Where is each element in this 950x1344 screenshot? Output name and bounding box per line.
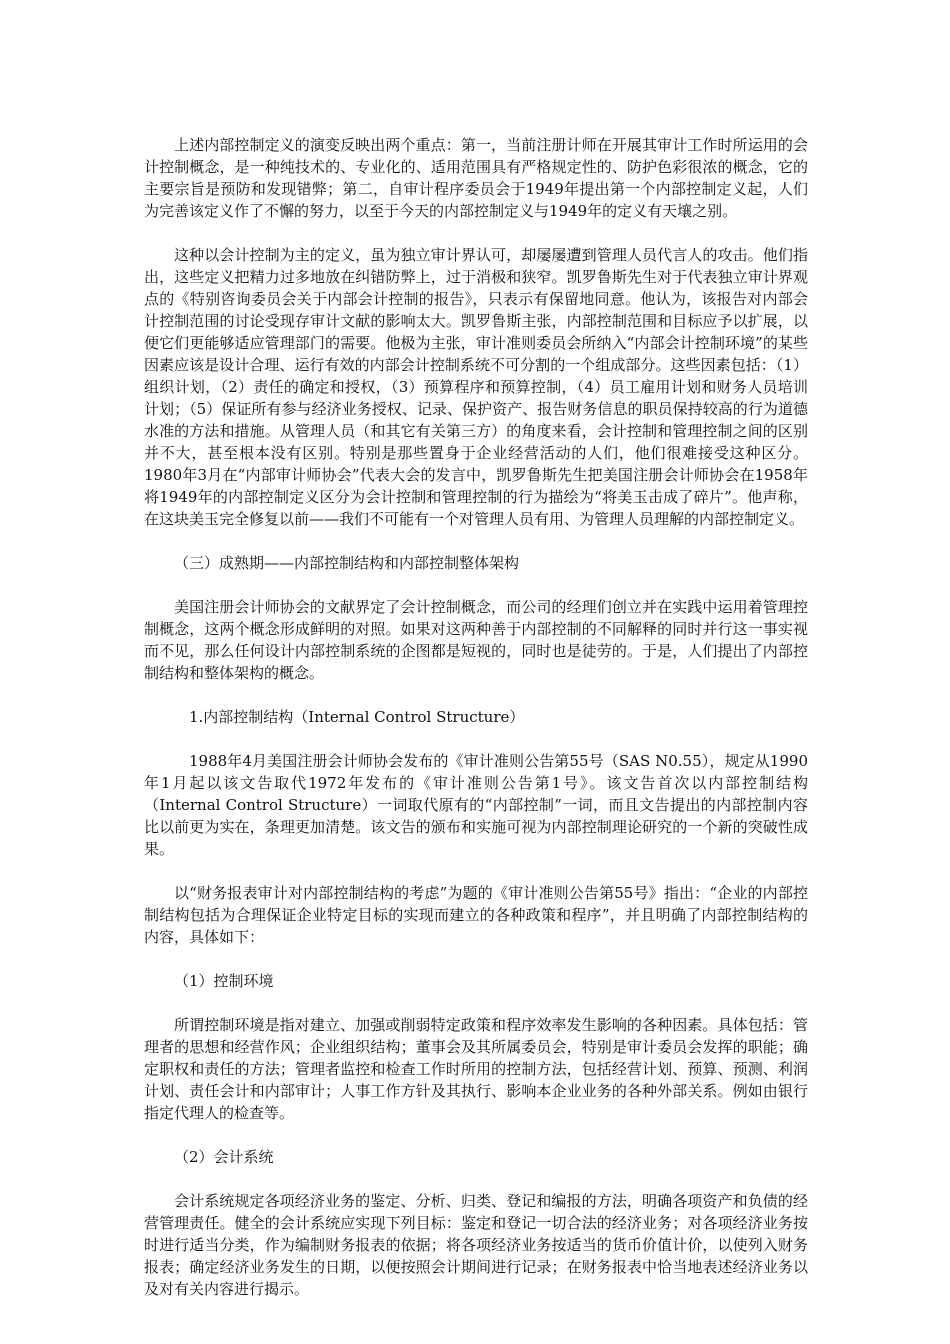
item-heading-control-environment: （1）控制环境 [174, 972, 274, 990]
paragraph-sas-55: 1988年4月美国注册会计师协会发布的《审计准则公告第55号（SAS N0.55），规定从1990年1月起以该文告取代1972年发布的《审计准则公告第1号》。该文告首次以内部控制结构（Internal Control Structure）一词取代原有的“内部控制”一词，而且文告提出的内部控制内容比以前更为实在，条理更加清楚。该文告的颁布和实施可视为内部控制理论研究的一个新的突破性成果。 [144, 752, 808, 858]
paragraph-control-environment: 所谓控制环境是指对建立、加强或削弱特定政策和程序效率发生影响的各种因素。具体包括：管理者的思想和经营作风；企业组织结构；董事会及其所属委员会，特别是审计委员会发挥的职能；确定职权和责任的方法；管理者监控和检查工作时所用的控制方法，包括经营计划、预算、预测、利润计划、责任会计和内部审计；人事工作方针及其执行、影响本企业业务的各种外部关系。例如由银行指定代理人的检查等。 [144, 1016, 808, 1122]
subsection-heading-internal-control-structure: 1.内部控制结构（Internal Control Structure） [189, 708, 525, 726]
paragraph-management-control: 美国注册会计师协会的文献界定了会计控制概念，而公司的经理们创立并在实践中运用着管理控制概念，这两个概念形成鲜明的对照。如果对这两种善于内部控制的不同解释的同时并行这一事实视而不见，那么任何设计内部控制系统的企图都是短视的，同时也是徒劳的。于是，人们提出了内部控制结构和整体架构的概念。 [144, 598, 808, 682]
paragraph-accounting-system: 会计系统规定各项经济业务的鉴定、分析、归类、登记和编报的方法，明确各项资产和负债的经营管理责任。健全的会计系统应实现下列目标：鉴定和登记一切合法的经济业务；对各项经济业务按时进行适当分类，作为编制财务报表的依据；将各项经济业务按适当的货币价值计价，以使列入财务报表；确定经济业务发生的日期，以便按照会计期间进行记录；在财务报表中恰当地表述经济业务以及对有关内容进行揭示。 [144, 1192, 808, 1298]
paragraph-sas-55-content: 以“财务报表审计对内部控制结构的考虑”为题的《审计准则公告第55号》指出：“企业的内部控制结构包括为合理保证企业特定目标的实现而建立的各种政策和程序”，并且明确了内部控制结构的内容，具体如下： [144, 884, 808, 946]
item-heading-accounting-system: （2）会计系统 [174, 1148, 274, 1166]
paragraph-definition-evolution: 上述内部控制定义的演变反映出两个重点：第一，当前注册计师在开展其审计工作时所运用的会计控制概念，是一种纯技术的、专业化的、适用范围具有严格规定性的、防护色彩很浓的概念，它的主要宗旨是预防和发现错弊；第二，自审计程序委员会于1949年提出第一个内部控制定义起，人们为完善该定义作了不懈的努力，以至于今天的内部控制定义与1949年的定义有天壤之别。 [144, 136, 808, 220]
document-page [144, 134, 808, 1322]
paragraph-accounting-control-critique: 这种以会计控制为主的定义，虽为独立审计界认可，却屡屡遭到管理人员代言人的攻击。他们指出，这些定义把精力过多地放在纠错防弊上，过于消极和狭窄。凯罗鲁斯先生对于代表独立审计界观点的《特别咨询委员会关于内部会计控制的报告》，只表示有保留地同意。他认为，该报告对内部会计控制范围的讨论受现存审计文献的影响太大。凯罗鲁斯主张，内部控制范围和目标应予以扩展，以便它们更能够适应管理部门的需要。他极为主张，审计准则委员会所纳入“内部会计控制环境”的某些因素应该是设计合理、运行有效的内部会计控制系统不可分割的一个组成部分。这些因素包括：（1）组织计划，（2）责任的确定和授权，（3）预算程序和预算控制，（4）员工雇用计划和财务人员培训计划；（5）保证所有参与经济业务授权、记录、保护资产、报告财务信息的职员保持较高的行为道德水准的方法和措施。从管理人员（和其它有关第三方）的角度来看，会计控制和管理控制之间的区别并不大，甚至根本没有区别。特别是那些置身于企业经营活动的人们，他们很难接受这种区分。1980年3月在“内部审计师协会”代表大会的发言中，凯罗鲁斯先生把美国注册会计师协会在1958年将1949年的内部控制定义区分为会计控制和管理控制的行为描绘为“将美玉击成了碎片”。他声称，在这块美玉完全修复以前——我们不可能有一个对管理人员有用、为管理人员理解的内部控制定义。 [144, 246, 808, 528]
section-heading-maturity-period: （三）成熟期——内部控制结构和内部控制整体架构 [174, 554, 520, 572]
